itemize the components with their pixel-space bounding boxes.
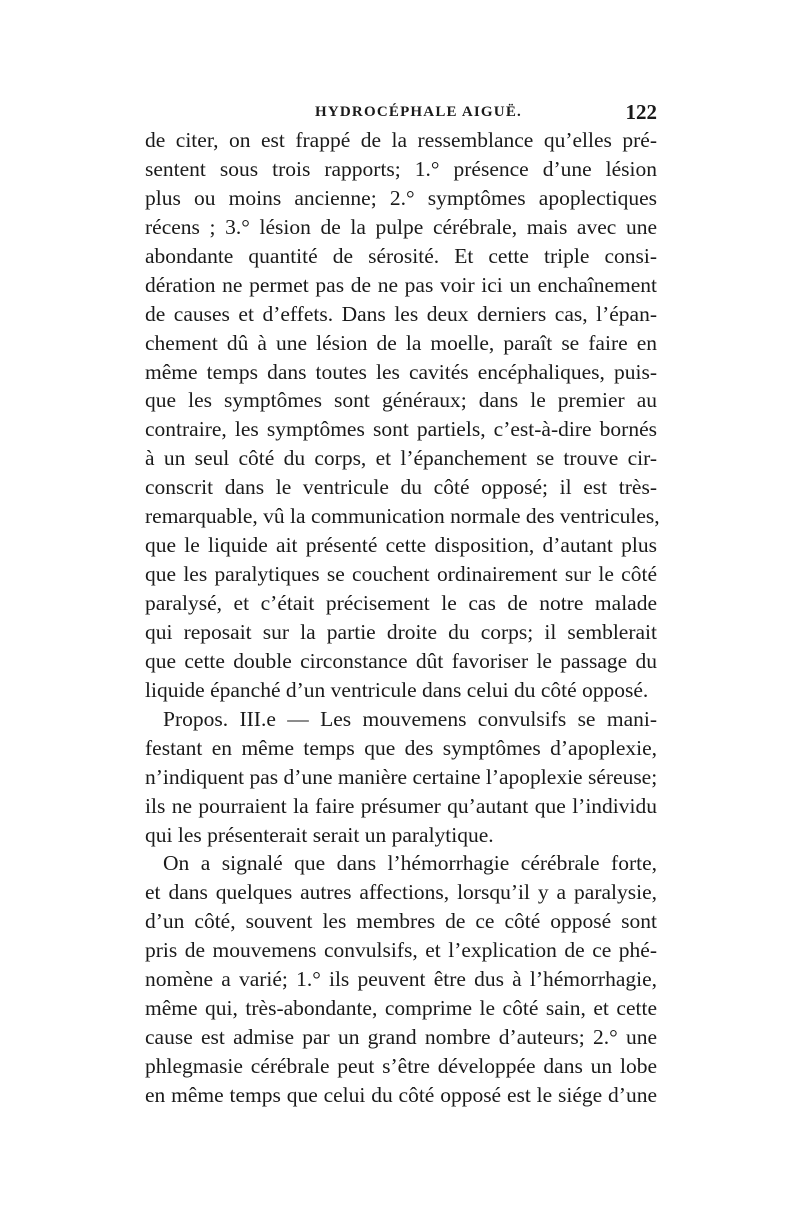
text-line: d’un côté, souvent les membres de ce côté opposé sont: [145, 909, 657, 934]
text-line: même qui, très-abondante, comprime le côté sain, et cette: [145, 996, 657, 1021]
text-line: récens ; 3.° lésion de la pulpe cérébrale, mais avec une: [145, 214, 657, 239]
text-line: contraire, les symptômes sont partiels, c’est-à-dire bornés: [145, 417, 657, 442]
text-line: ils ne pourraient la faire présumer qu’autant que l’individu: [145, 793, 657, 818]
text-line: On a signalé que dans l’hémorrhagie cérébrale forte,: [163, 851, 657, 876]
text-line: de citer, on est frappé de la ressemblance qu’elles pré-: [145, 128, 657, 152]
text-line: que le liquide ait présenté cette disposition, d’autant plus: [145, 533, 657, 558]
text-line: nomène a varié; 1.° ils peuvent être dus à l’hémorrhagie,: [145, 967, 657, 992]
text-line: Propos. III.e — Les mouvemens convulsifs se mani-: [163, 706, 657, 731]
text-line: abondante quantité de sérosité. Et cette triple consi-: [145, 243, 657, 268]
text-line: conscrit dans le ventricule du côté opposé; il est très-: [145, 475, 657, 500]
text-line: que les paralytiques se couchent ordinairement sur le côté: [145, 562, 657, 587]
page-header: [145, 100, 657, 128]
text-line: en même temps que celui du côté opposé est le siége d’une: [145, 1082, 657, 1107]
text-line: plus ou moins ancienne; 2.° symptômes apoplectiques: [145, 185, 657, 210]
text-line: même temps dans toutes les cavités encéphaliques, puis-: [145, 359, 657, 384]
running-title: HYDROCÉPHALE AIGUË.: [315, 104, 522, 120]
body-text: [145, 126, 660, 1110]
text-line: remarquable, vû la communication normale des ventricules,: [145, 504, 660, 529]
text-line: paralysé, et c’était précisement le cas de notre malade: [145, 591, 657, 615]
text-line: à un seul côté du corps, et l’épanchement se trouve cir-: [145, 446, 657, 471]
text-line: de causes et d’effets. Dans les deux derniers cas, l’épan-: [145, 301, 657, 326]
text-line: sentent sous trois rapports; 1.° présence d’une lésion: [145, 156, 657, 181]
text-line: liquide épanché d’un ventricule dans celui du côté opposé.: [145, 677, 649, 702]
text-line: qui reposait sur la partie droite du corps; il semblerait: [145, 619, 657, 644]
text-line: qui les présenterait serait un paralytique.: [145, 822, 494, 847]
text-line: cause est admise par un grand nombre d’auteurs; 2.° une: [145, 1025, 657, 1050]
text-line: que les symptômes sont généraux; dans le premier au: [145, 388, 657, 413]
text-line: chement dû à une lésion de la moelle, paraît se faire en: [145, 330, 657, 355]
text-line: phlegmasie cérébrale peut s’être développée dans un lobe: [145, 1054, 657, 1078]
text-line: et dans quelques autres affections, lorsqu’il y a paralysie,: [145, 880, 657, 905]
text-line: que cette double circonstance dût favoriser le passage du: [145, 648, 657, 673]
text-line: n’indiquent pas d’une manière certaine l’apoplexie séreuse;: [145, 764, 658, 789]
page-number: 122: [625, 100, 657, 124]
text-line: festant en même temps que des symptômes d’apoplexie,: [145, 735, 657, 760]
text-line: pris de mouvemens convulsifs, et l’explication de ce phé-: [145, 938, 657, 963]
text-line: dération ne permet pas de ne pas voir ici un enchaînement: [145, 272, 657, 297]
